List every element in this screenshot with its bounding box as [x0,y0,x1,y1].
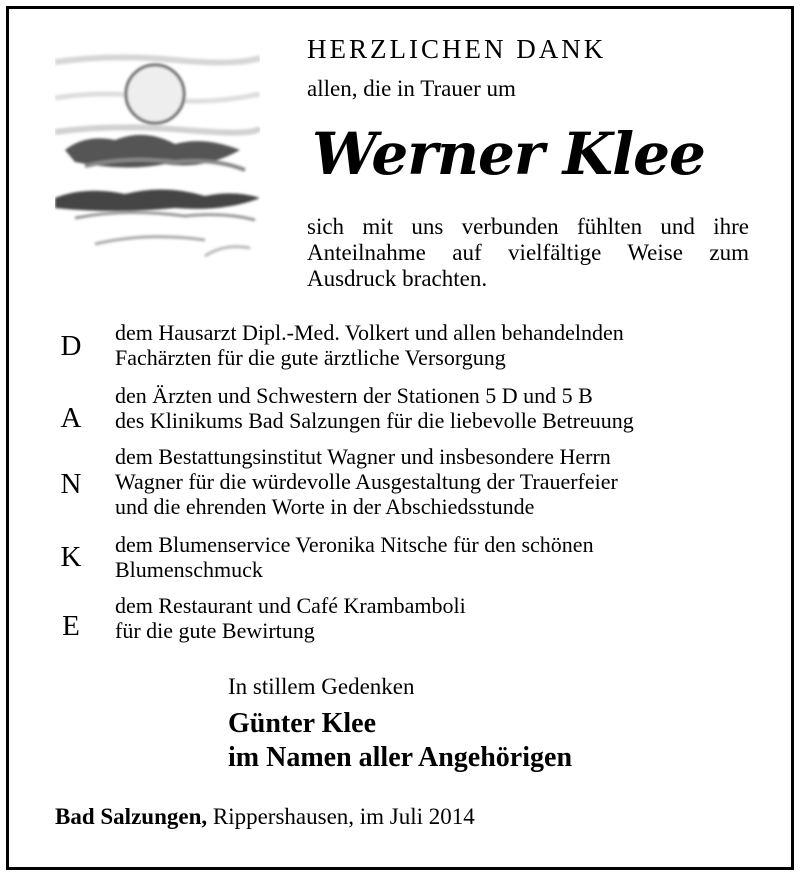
deceased-name: Werner Klee [312,120,705,188]
danke-line: für die gute Bewirtung [115,618,315,643]
signer-group: im Namen aller Angehörigen [228,742,573,773]
signer-block [228,707,572,775]
danke-line: dem Blumenservice Veronika Nitsche für den schönen [115,532,594,557]
danke-line: dem Restaurant und Café Krambamboli [115,593,466,618]
danke-line: des Klinikums Bad Salzungen für die liebevolle Betreuung [115,408,634,433]
footer-place: Bad Salzungen, [55,804,208,829]
danke-line: dem Hausarzt Dipl.-Med. Volkert und allen behandelnden [115,320,624,345]
danke-letter-a: A [60,402,82,434]
danke-letter-n: N [60,468,82,500]
danke-line: den Ärzten und Schwestern der Stationen 5 D und 5 B [115,383,593,408]
danke-line: Wagner für die würdevolle Ausgestaltung der Trauerfeier [115,469,618,494]
danke-letter-k: K [60,541,82,573]
danke-letter-d: D [60,330,82,362]
footer-place-date [55,804,475,830]
signer-name: Günter Klee [228,708,377,739]
footer-date: Rippershausen, im Juli 2014 [212,804,475,829]
danke-entry-n [115,444,765,519]
notice-title: HERZLICHEN DANK [307,34,607,64]
danke-line: Blumenschmuck [115,557,263,582]
danke-entry-d [115,320,765,370]
danke-line: dem Bestattungsinstitut Wagner und insbesondere Herrn [115,444,611,469]
danke-letter-e: E [62,610,80,642]
notice-subtitle: allen, die in Trauer um [307,76,516,101]
sunset-landscape-illustration [55,48,260,266]
danke-entry-a [115,383,765,433]
closing-line: In stillem Gedenken [228,674,415,699]
notice-intro: sich mit uns verbunden fühlten und ihre Anteilnahme auf vielfältige Weise zum Ausdruck brachten. [307,214,749,291]
danke-entry-k [115,532,765,582]
danke-entry-e [115,593,765,643]
danke-line: Fachärzten für die gute ärztliche Versorgung [115,345,506,370]
danke-line: und die ehrenden Worte in der Abschiedsstunde [115,494,535,519]
